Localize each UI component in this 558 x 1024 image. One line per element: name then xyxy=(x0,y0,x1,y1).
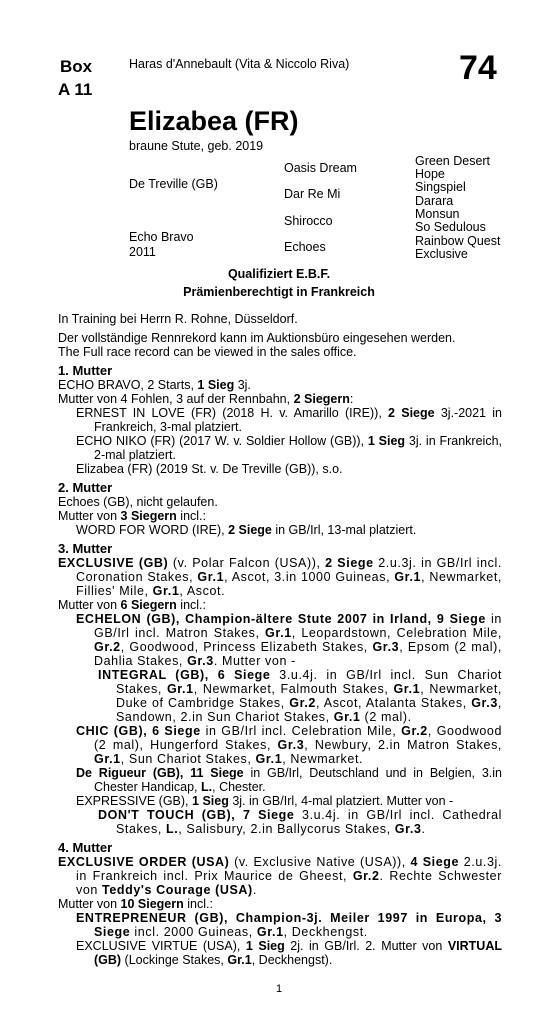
dam: Echo Bravo xyxy=(129,230,194,244)
owner: Haras d'Annebault (Vita & Niccolo Riva) xyxy=(129,57,350,71)
dam-year: 2011 xyxy=(129,245,156,259)
dam4-offspring-1: ENTREPRENEUR (GB), Champion-3j. Meiler 1997 in Europa, 3 Siege incl. 2000 Guineas, Gr.1, Deckhengst. xyxy=(76,911,502,939)
dam3-heading: 3. Mutter xyxy=(58,541,113,556)
dam3-line2: Mutter von 6 Siegern incl.: xyxy=(58,598,206,612)
great-grandparent-5: Monsun xyxy=(415,207,460,221)
box-word: Box xyxy=(60,57,93,76)
dam1-line1: ECHO BRAVO, 2 Starts, 1 Sieg 3j. xyxy=(58,378,251,392)
great-grandparent-4: Darara xyxy=(415,194,454,208)
dam2-line2: Mutter von 3 Siegern incl.: xyxy=(58,509,206,523)
great-grandparent-6: So Sedulous xyxy=(415,220,486,234)
great-grandparent-7: Rainbow Quest xyxy=(415,234,501,248)
dam4-paragraph: EXCLUSIVE ORDER (USA) (v. Exclusive Native (USA)), 4 Siege 2.u.3j. in Frankreich incl. Prix Maurice de Gheest, Gr.2. Rechte Schwester von Teddy's Courage (USA). xyxy=(58,855,502,897)
dam4-heading: 4. Mutter xyxy=(58,840,113,855)
qualification-ebf: Qualifiziert E.B.F. xyxy=(227,267,331,281)
grandparent-1: Oasis Dream xyxy=(284,161,357,175)
record-note-de: Der vollständige Rennrekord kann im Auktionsbüro eingesehen werden. xyxy=(58,331,456,345)
sire: De Treville (GB) xyxy=(129,177,218,191)
dam1-offspring-3: Elizabea (FR) (2019 St. v. De Treville (GB)), s.o. xyxy=(76,462,343,476)
great-grandparent-3: Singspiel xyxy=(415,180,466,194)
dam1-heading: 1. Mutter xyxy=(58,363,113,378)
dam1-offspring-1: ERNEST IN LOVE (FR) (2018 H. v. Amarillo (IRE)), 2 Siege 3j.-2021 in Frankreich, 3-mal platziert. xyxy=(76,406,502,434)
grandparent-4: Echoes xyxy=(284,240,326,254)
horse-description: braune Stute, geb. 2019 xyxy=(129,139,264,153)
box-label xyxy=(58,55,92,101)
dam1-line2: Mutter von 4 Fohlen, 3 auf der Rennbahn, 2 Siegern: xyxy=(58,392,354,406)
grandparent-2: Dar Re Mi xyxy=(284,187,341,201)
dam2-heading: 2. Mutter xyxy=(58,480,113,495)
box-number: A 11 xyxy=(58,80,93,99)
dam3-offspring-2: CHIC (GB), 6 Siege in GB/Irl incl. Celebration Mile, Gr.2, Goodwood (2 mal), Hungerford Stakes, Gr.3, Newbury, 2.in Matron Stakes, Gr.1, Sun Chariot Stakes, Gr.1, Newmarket. xyxy=(76,724,502,766)
dam3-offspring-1a: INTEGRAL (GB), 6 Siege 3.u.4j. in GB/Irl incl. Sun Chariot Stakes, Gr.1, Newmarket, Falmouth Stakes, Gr.1, Newmarket, Duke of Cambridge Stakes, Gr.2, Ascot, Atalanta Stakes, Gr.3, Sandown, 2.in Sun Chariot Stakes, Gr.1 (2 mal). xyxy=(98,668,502,724)
dam3-offspring-1: ECHELON (GB), Champion-ältere Stute 2007 in Irland, 9 Siege in GB/Irl incl. Matron Stakes, Gr.1, Leopardstown, Celebration Mile, Gr.2, Goodwood, Princess Elizabeth Stakes, Gr.3, Epsom (2 mal), Dahlia Stakes, Gr.3. Mutter von - xyxy=(76,612,502,668)
horse-name: Elizabea (FR) xyxy=(129,106,299,136)
dam3-offspring-4a: DON'T TOUCH (GB), 7 Siege 3.u.4j. in GB/Irl incl. Cathedral Stakes, L., Salisbury, 2.in Ballycorus Stakes, Gr.3. xyxy=(98,808,503,836)
grandparent-3: Shirocco xyxy=(284,214,333,228)
great-grandparent-8: Exclusive xyxy=(415,247,468,261)
lot-number: 74 xyxy=(459,49,497,87)
page-number: 1 xyxy=(275,983,283,995)
dam2-line1: Echoes (GB), nicht gelaufen. xyxy=(58,495,218,509)
record-note-en: The Full race record can be viewed in the sales office. xyxy=(58,345,357,359)
dam4-line2: Mutter von 10 Siegern incl.: xyxy=(58,897,213,911)
dam3-paragraph: EXCLUSIVE (GB) (v. Polar Falcon (USA)), 2 Siege 2.u.3j. in GB/Irl incl. Coronation Stakes, Gr.1, Ascot, 3.in 1000 Guineas, Gr.1, Newmarket, Fillies' Mile, Gr.1, Ascot. xyxy=(58,556,503,598)
dam3-offspring-4: EXPRESSIVE (GB), 1 Sieg 3j. in GB/Irl, 4-mal platziert. Mutter von - xyxy=(76,794,454,808)
training-note: In Training bei Herrn R. Rohne, Düsseldorf. xyxy=(58,312,298,326)
great-grandparent-2: Hope xyxy=(415,167,445,181)
dam3-offspring-3: De Rigueur (GB), 11 Siege in GB/Irl, Deutschland und in Belgien, 3.in Chester Handicap, L., Chester. xyxy=(76,766,502,794)
dam1-offspring-2: ECHO NIKO (FR) (2017 W. v. Soldier Hollow (GB)), 1 Sieg 3j. in Frankreich, 2-mal platziert. xyxy=(76,434,503,462)
dam2-offspring-1: WORD FOR WORD (IRE), 2 Siege in GB/Irl, 13-mal platziert. xyxy=(76,523,417,537)
qualification-france: Prämienberechtigt in Frankreich xyxy=(183,285,375,299)
dam4-offspring-2: EXCLUSIVE VIRTUE (USA), 1 Sieg 2j. in GB/Irl. 2. Mutter von VIRTUAL (GB) (Lockinge Stakes, Gr.1, Deckhengst). xyxy=(76,939,502,967)
great-grandparent-1: Green Desert xyxy=(415,154,491,168)
body xyxy=(58,312,502,967)
